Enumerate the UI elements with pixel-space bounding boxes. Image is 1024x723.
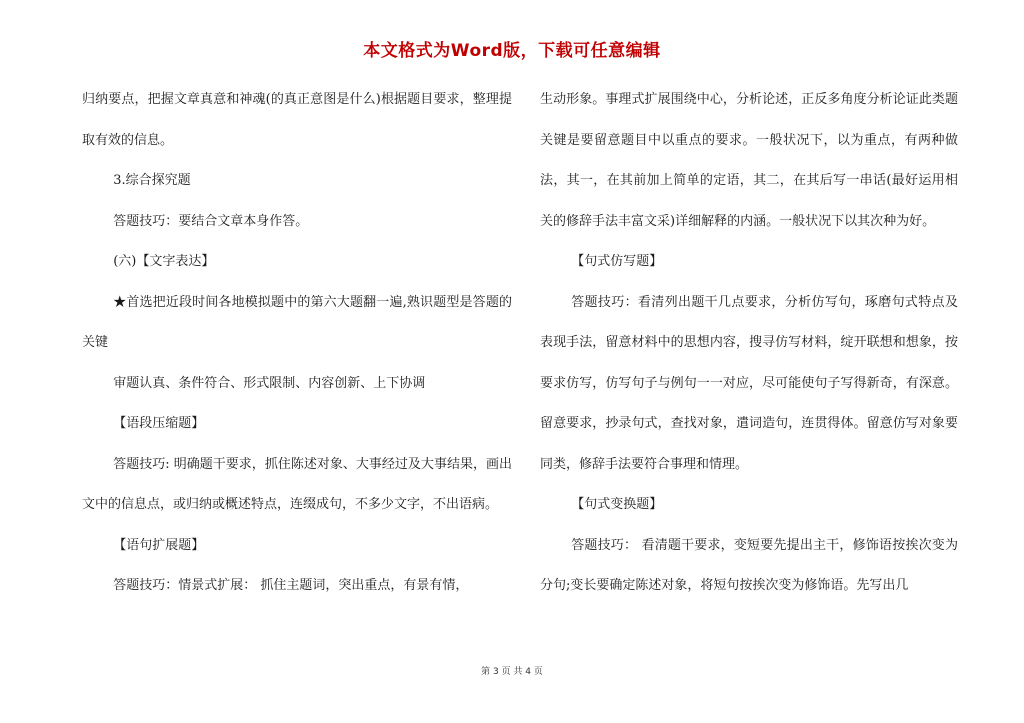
paragraph: 生动形象。事理式扩展围绕中心，分析论述，正反多角度分析论证此类题关键是要留意题目中以重点的要求。一般状况下，以为重点，有两种做法，其一，在其前加上简单的定语，其二，在其后写一串话(最好运用相关的修辞手法丰富文采)详细解释的内涵。一般状况下以其次种为好。 [540, 92, 958, 229]
paragraph: 归纳要点，把握文章真意和神魂(的真正意图是什么)根据题目要求，整理提取有效的信息。 [82, 92, 512, 148]
section-heading: (六)【文字表达】 [113, 254, 215, 269]
section-heading: 【句式仿写题】 [571, 254, 663, 269]
paragraph: 答题技巧：看清列出题干几点要求，分析仿写句，琢磨句式特点及表现手法，留意材料中的思想内容，搜寻仿写材料，绽开联想和想象，按要求仿写，仿写句子与例句一一对应，尽可能使句子写得新奇，有深意。 留意要求，抄录句式，查找对象，遣词造句，连贯得体。留意仿写对象要同类，修辞手法要符合事理和情理。 [540, 294, 958, 472]
paragraph: 答题技巧：情景式扩展： 抓住主题词，突出重点，有景有情， [113, 578, 469, 593]
paragraph: 审题认真、条件符合、形式限制、内容创新、上下协调 [113, 375, 426, 391]
document-header-title: 本文格式为Word版，下载可任意编辑 [363, 41, 661, 61]
section-heading: 【句式变换题】 [571, 497, 663, 512]
paragraph: 答题技巧: 明确题干要求，抓住陈述对象、大事经过及大事结果，画出文中的信息点，或归纳或概述特点，连缀成句，不多少文字，不出语病。 [82, 456, 512, 512]
section-heading: 【语段压缩题】 [113, 416, 205, 431]
page-number-footer: 第 3 页 共 4 页 [481, 667, 543, 677]
section-heading: 【语句扩展题】 [113, 537, 205, 553]
paragraph: ★首选把近段时间各地模拟题中的第六大题翻一遍,熟识题型是答题的关键 [82, 294, 512, 350]
left-text-column [82, 80, 512, 607]
right-text-column [540, 80, 958, 607]
section-heading: 3.综合探究题 [113, 173, 191, 188]
paragraph: 答题技巧：要结合文章本身作答。 [113, 213, 309, 229]
paragraph: 答题技巧： 看清题干要求，变短要先提出主干，修饰语按挨次变为分句;变长要确定陈述对象，将短句按挨次变为修饰语。先写出几 [540, 537, 958, 593]
